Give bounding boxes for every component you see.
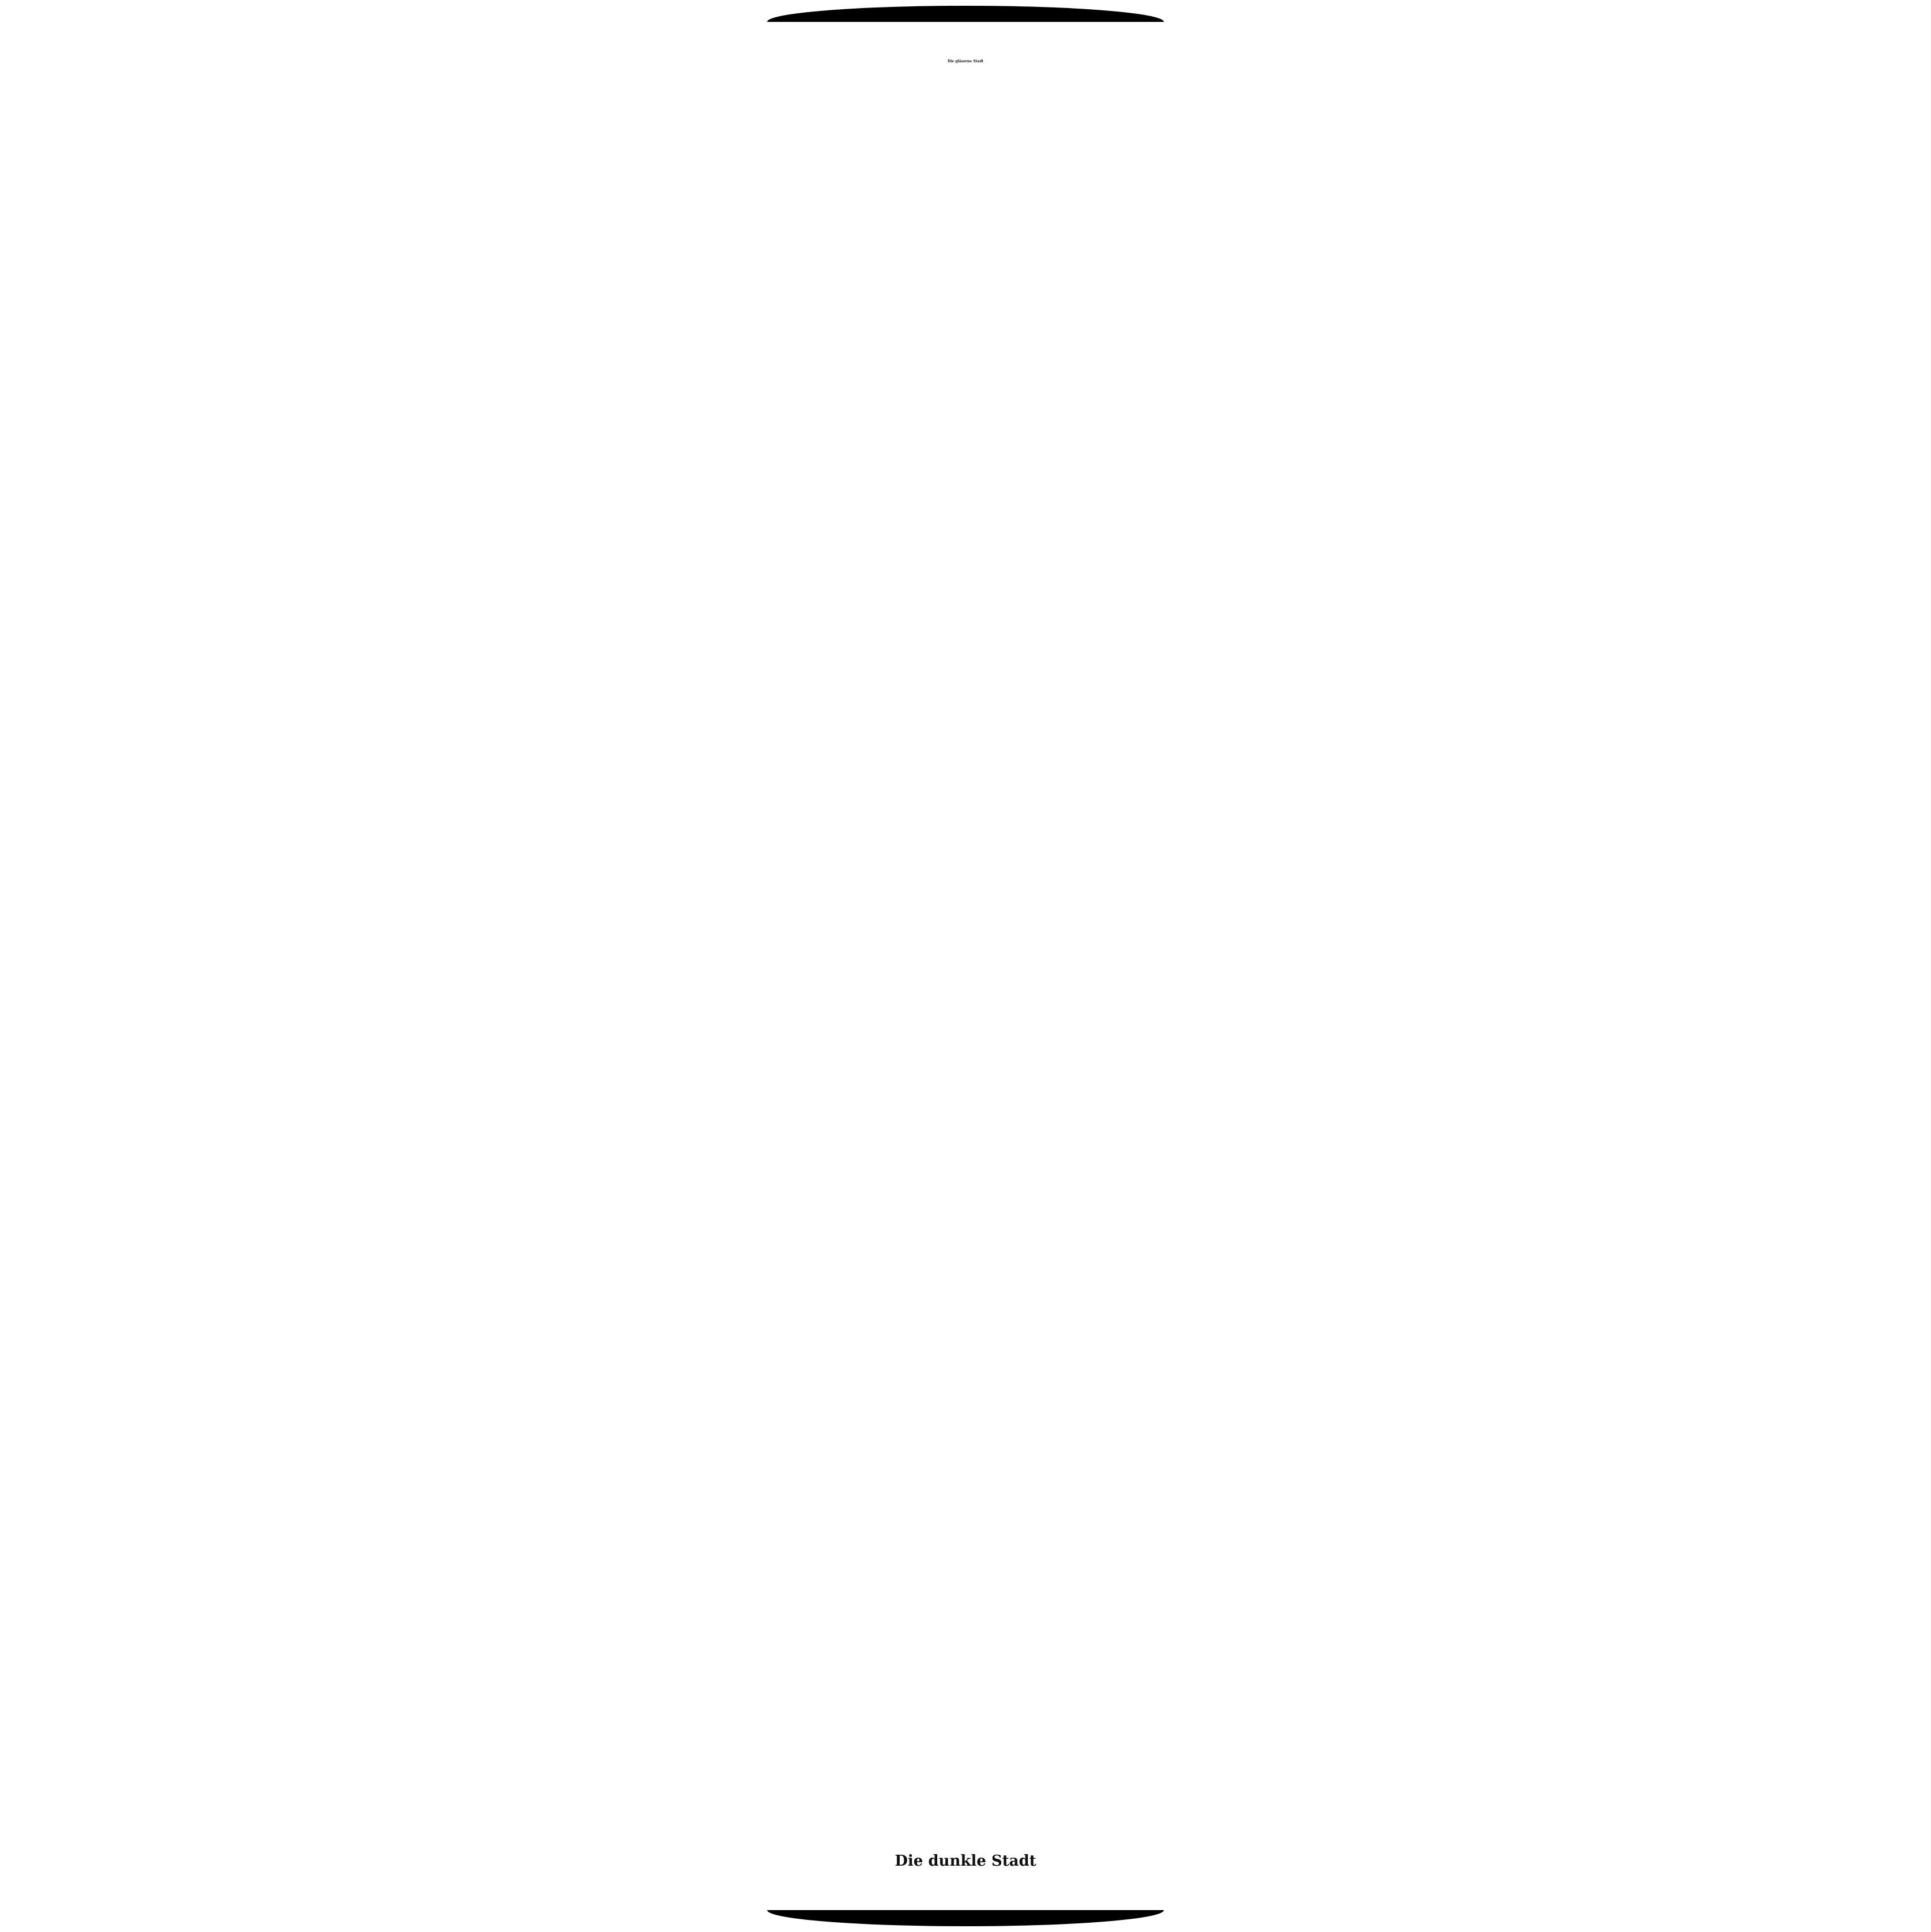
title-bottom: Die dunkle Stadt: [895, 1852, 1036, 1870]
glass-line-3: [0, 251, 1931, 292]
glass-line-4: [0, 321, 1931, 361]
glass-line-11: [0, 805, 1931, 845]
dark-line-3: [0, 1151, 1931, 1191]
title-top: Die gläserne Stadt: [947, 59, 984, 63]
glass-line-10: [0, 736, 1931, 776]
dark-line-10: [0, 1636, 1931, 1676]
dark-line-2: [0, 1082, 1931, 1122]
dark-line-7: [0, 1428, 1931, 1468]
dark-line-12: [0, 1774, 1931, 1814]
glass-line-8: [0, 597, 1931, 638]
dark-line-11: [0, 1705, 1931, 1745]
glass-line-5: [0, 390, 1931, 430]
glass-line-1: [0, 113, 1931, 153]
dark-line-9: [0, 1566, 1931, 1607]
glass-line-2: [0, 182, 1931, 223]
dark-line-1: [0, 1013, 1931, 1053]
dark-line-8: [0, 1497, 1931, 1538]
dark-line-5: [0, 1290, 1931, 1330]
separator-line: [0, 944, 1931, 984]
glass-line-12: [0, 874, 1931, 915]
dark-line-4: [0, 1220, 1931, 1261]
glass-line-6: [0, 459, 1931, 499]
glass-line-9: [0, 667, 1931, 707]
dark-line-6: [0, 1359, 1931, 1399]
glass-line-7: [0, 528, 1931, 569]
